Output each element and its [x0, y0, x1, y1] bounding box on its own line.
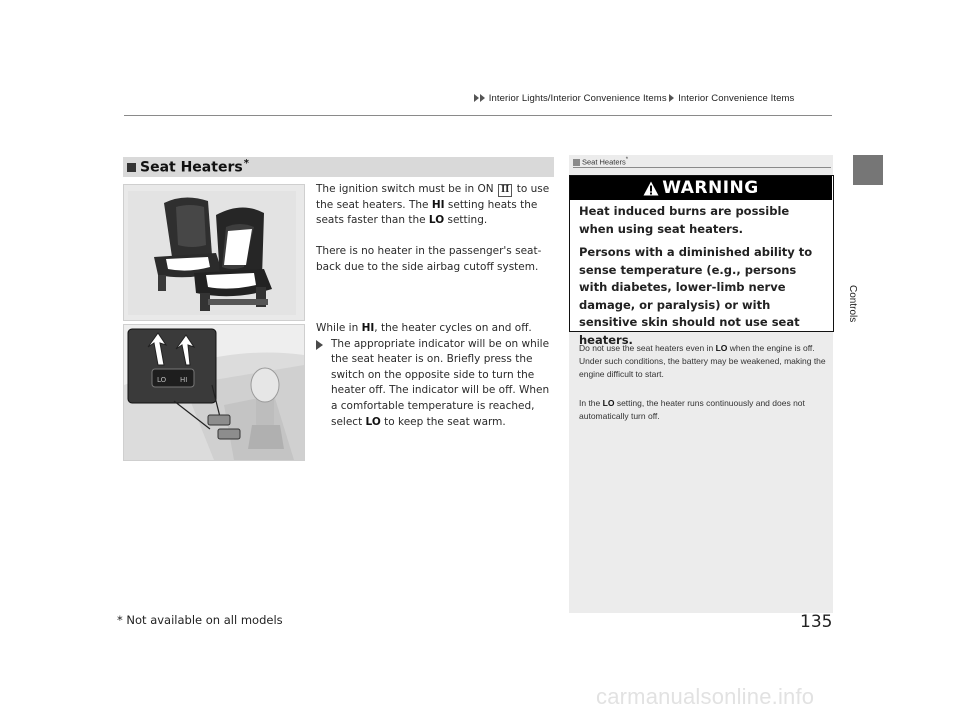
paragraph-hi-cycle: While in HI, the heater cycles on and off. The appropriate indicator will be on while the seat heater is on. Briefly press the switch on the opposite side to turn the heater off. The indicator will be off. When a comfortable temperature is reached, select LO to keep the seat warm. — [316, 321, 556, 430]
sub-item-indicator: The appropriate indicator will be on while the seat heater is on. Briefly press the switch on the opposite side to turn the heater off. The indicator will be off. When a comfortable temperature is reached, select LO to keep the seat warm. — [316, 337, 556, 431]
svg-text:LO: LO — [157, 376, 167, 384]
breadcrumb-arrow-icon — [474, 94, 479, 102]
breadcrumb-item-lights[interactable]: Interior Lights/Interior Convenience Items — [488, 93, 667, 104]
breadcrumb-arrow-icon — [669, 94, 674, 102]
note-lo-continuous: In the LO setting, the heater runs continuously and does not automatically turn off. — [579, 398, 805, 421]
note-divider — [573, 167, 831, 168]
seat-heater-switch-illustration — [123, 324, 305, 461]
note-header: Seat Heaters* — [573, 157, 628, 167]
warning-header — [570, 176, 832, 200]
breadcrumb-item-convenience[interactable]: Interior Convenience Items — [678, 93, 795, 104]
sub-item-arrow-icon — [316, 340, 323, 350]
breadcrumb-arrow-icon — [480, 94, 485, 102]
reference-square-icon — [573, 159, 580, 166]
footnote: * Not available on all models — [117, 613, 283, 627]
header-divider — [124, 115, 832, 116]
section-title: Seat Heaters* — [140, 158, 249, 176]
page-number: 135 — [800, 612, 833, 632]
svg-text:HI: HI — [180, 376, 188, 384]
warning-title: WARNING — [662, 178, 759, 198]
warning-text-sensitivity: Persons with a diminished ability to sense temperature (e.g., persons with diabetes, lower-limb nerve damage, or paralysis) or with sensitive skin should not use seat heaters. — [579, 245, 813, 347]
watermark: carmanualsonline.info — [596, 684, 815, 709]
seat-heater-seats-illustration — [123, 184, 305, 321]
note-engine-off: Do not use the seat heaters even in LO when the engine is off. Under such conditions, the battery may be weakened, making the engine difficult to start. — [579, 343, 826, 379]
chapter-tab-label: Controls — [847, 285, 858, 323]
section-square-icon — [127, 163, 136, 172]
breadcrumb — [474, 93, 794, 104]
warning-triangle-icon — [643, 181, 659, 196]
ignition-position-badge: II — [498, 184, 512, 197]
paragraph-ignition: The ignition switch must be in ON II to use the seat heaters. The HI setting heats the seats faster than the LO setting. — [316, 183, 550, 227]
paragraph-passenger: There is no heater in the passenger's seat-back due to the side airbag cutoff system. — [316, 245, 542, 273]
warning-text-burns: Heat induced burns are possible when using seat heaters. — [579, 204, 790, 236]
chapter-tab-marker — [853, 155, 883, 185]
section-heading — [123, 157, 554, 177]
